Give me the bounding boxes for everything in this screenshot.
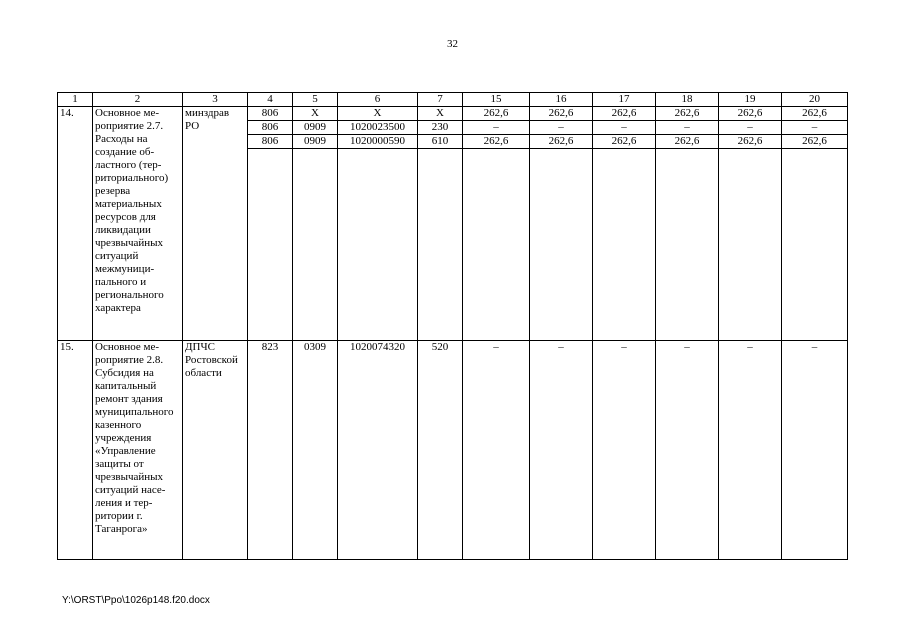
- header-row: [58, 93, 848, 107]
- table-cell: 262,6: [656, 135, 719, 149]
- table-cell: 262,6: [656, 107, 719, 121]
- filler-cell: [530, 149, 593, 341]
- table-cell: 0909: [293, 135, 338, 149]
- table-cell: –: [782, 341, 848, 560]
- table-cell: 262,6: [782, 135, 848, 149]
- table-cell: 262,6: [530, 135, 593, 149]
- filler-cell: [248, 149, 293, 341]
- header-cell: 20: [782, 93, 848, 107]
- table-cell: 806: [248, 121, 293, 135]
- header-cell: 3: [183, 93, 248, 107]
- filler-cell: [418, 149, 463, 341]
- table-cell: –: [463, 341, 530, 560]
- table-row: [58, 341, 848, 560]
- file-path-footer: Y:\ORST\Ppo\1026p148.f20.docx: [62, 595, 210, 606]
- table-cell: –: [656, 341, 719, 560]
- row-number: 14.: [58, 107, 93, 341]
- table-cell: –: [656, 121, 719, 135]
- header-cell: 15: [463, 93, 530, 107]
- table-cell: 262,6: [593, 135, 656, 149]
- table-cell: 520: [418, 341, 463, 560]
- table-cell: 806: [248, 135, 293, 149]
- table-cell: 262,6: [530, 107, 593, 121]
- table-cell: 262,6: [593, 107, 656, 121]
- table-cell: –: [593, 121, 656, 135]
- table-cell: 610: [418, 135, 463, 149]
- filler-cell: [656, 149, 719, 341]
- filler-cell: [338, 149, 418, 341]
- table-cell: –: [530, 121, 593, 135]
- table-cell: 806: [248, 107, 293, 121]
- header-cell: 19: [719, 93, 782, 107]
- filler-cell: [593, 149, 656, 341]
- table-cell: –: [719, 341, 782, 560]
- table-cell: 0309: [293, 341, 338, 560]
- header-cell: 16: [530, 93, 593, 107]
- table-cell: X: [418, 107, 463, 121]
- page-number: 32: [447, 38, 458, 50]
- table-cell: 1020023500: [338, 121, 418, 135]
- budget-table: [57, 92, 848, 560]
- table-cell: –: [593, 341, 656, 560]
- header-cell: 7: [418, 93, 463, 107]
- filler-cell: [782, 149, 848, 341]
- table-cell: 262,6: [782, 107, 848, 121]
- table-cell: 262,6: [463, 107, 530, 121]
- table-cell: 230: [418, 121, 463, 135]
- table-cell: 1020074320: [338, 341, 418, 560]
- row-number: 15.: [58, 341, 93, 560]
- table-cell: –: [530, 341, 593, 560]
- executor: ДПЧС Ростовской области: [183, 341, 248, 560]
- header-cell: 2: [93, 93, 183, 107]
- header-cell: 4: [248, 93, 293, 107]
- table-cell: X: [293, 107, 338, 121]
- table-cell: 262,6: [719, 107, 782, 121]
- table-cell: 823: [248, 341, 293, 560]
- table-row: [58, 107, 848, 121]
- table-cell: X: [338, 107, 418, 121]
- table-cell: 0909: [293, 121, 338, 135]
- header-cell: 6: [338, 93, 418, 107]
- table-cell: –: [463, 121, 530, 135]
- header-cell: 5: [293, 93, 338, 107]
- measure-name: Основное мероприятие 2.7. Расходы на создание областного (территориального) резерва материальных ресурсов для ликвидации чрезвычайных ситуаций межмуниципального и регионального характера: [93, 107, 183, 341]
- table-cell: 262,6: [719, 135, 782, 149]
- table-cell: –: [719, 121, 782, 135]
- header-cell: 1: [58, 93, 93, 107]
- filler-cell: [293, 149, 338, 341]
- filler-cell: [463, 149, 530, 341]
- table-cell: –: [782, 121, 848, 135]
- header-cell: 17: [593, 93, 656, 107]
- table-cell: 262,6: [463, 135, 530, 149]
- executor: минздрав РО: [183, 107, 248, 341]
- filler-cell: [719, 149, 782, 341]
- measure-name: Основное мероприятие 2.8. Субсидия на капитальный ремонт здания муниципального казенного учреждения «Управление защиты от чрезвычайных ситуаций населения и территории г. Таганрога»: [93, 341, 183, 560]
- header-cell: 18: [656, 93, 719, 107]
- table-cell: 1020000590: [338, 135, 418, 149]
